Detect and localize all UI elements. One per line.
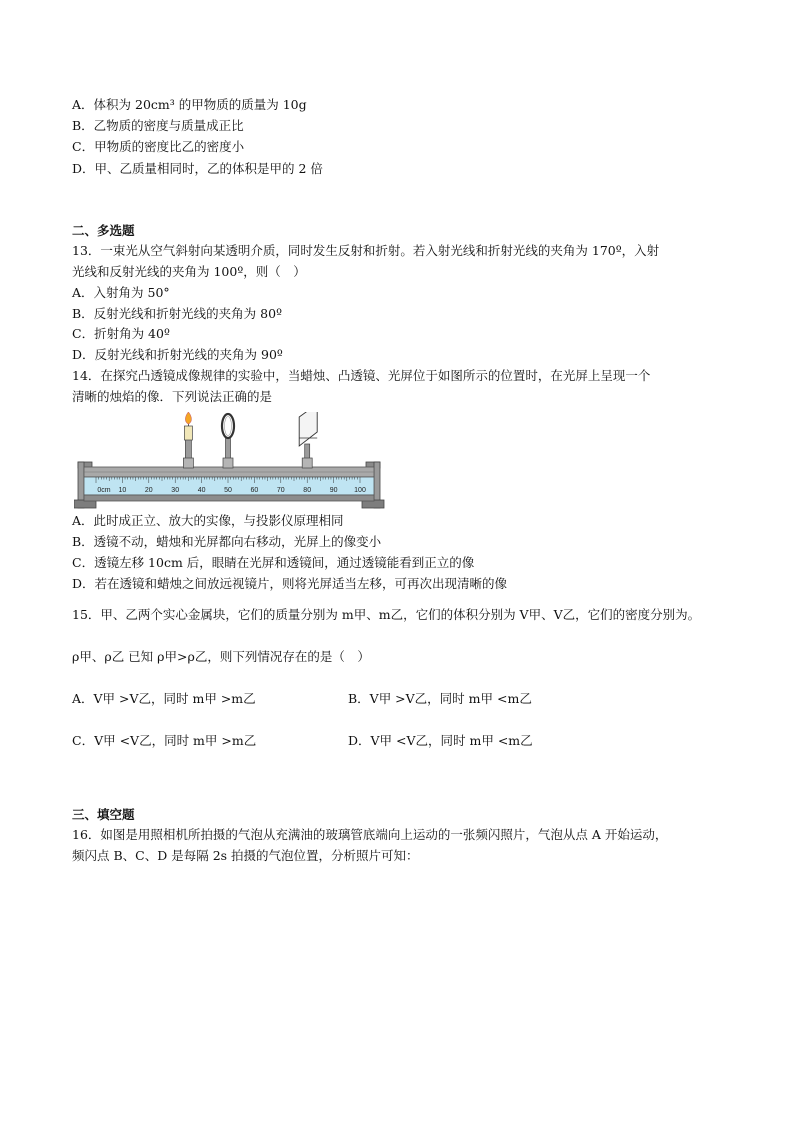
ruler-tick-label: 0cm: [97, 487, 111, 494]
q15-stem-line2: ρ甲、ρ乙 已知 ρ甲>ρ乙，则下列情况存在的是（ ）: [72, 649, 370, 664]
lens-ring: [222, 414, 234, 438]
q13-option-a: A．入射角为 50°: [72, 285, 170, 300]
light-screen-on-holder: [299, 412, 317, 468]
q14-option-d: D．若在透镜和蜡烛之间放远视镜片，则将光屏适当左移，可再次出现清晰的像: [72, 576, 508, 591]
q16-stem-line2: 频闪点 B、C、D 是每隔 2s 拍摄的气泡位置，分析照片可知：: [72, 848, 419, 863]
ruler-tick-label: 60: [250, 487, 259, 494]
rail-bottom: [84, 495, 374, 501]
q12-option-b: B．乙物质的密度与质量成正比: [72, 118, 244, 133]
ruler-tick-label: 70: [276, 487, 285, 494]
section-fill-blank-heading: 三、填空题: [72, 807, 135, 822]
q14-option-b: B．透镜不动，蜡烛和光屏都向右移动，光屏上的像变小: [72, 534, 382, 549]
ruler-tick-label: 20: [144, 487, 153, 494]
q15-option-d: D．V甲 <V乙，同时 m甲 <m乙: [348, 733, 533, 748]
ruler-tick-label: 30: [171, 487, 180, 494]
ruler-tick-label: 50: [224, 487, 232, 494]
optical-bench-figure: [74, 412, 392, 512]
q13-option-d: D．反射光线和折射光线的夹角为 90º: [72, 347, 283, 362]
q16-stem-line1: 16．如图是用照相机所拍摄的气泡从充满油的玻璃管底端向上运动的一张频闪照片，气泡从点 A 开始运动，: [72, 827, 668, 842]
q13-stem-line2: 光线和反射光线的夹角为 100º，则（ ）: [72, 264, 306, 279]
q12-option-a: A．体积为 20cm³ 的甲物质的质量为 10g: [72, 97, 307, 112]
q15-option-b: B．V甲 >V乙，同时 m甲 <m乙: [348, 691, 532, 706]
q14-option-a: A．此时成正立、放大的实像，与投影仪原理相同: [72, 513, 344, 528]
flame-icon: [185, 412, 191, 424]
q14-option-c: C．透镜左移 10cm 后，眼睛在光屏和透镜间，通过透镜能看到正立的像: [72, 555, 475, 570]
optical-bench-svg: [74, 412, 392, 512]
candle-body: [184, 426, 192, 440]
q13-stem-line1: 13．一束光从空气斜射向某透明介质，同时发生反射和折射。若入射光线和折射光线的夹角为 170º，入射: [72, 243, 660, 258]
q15-option-c: C．V甲 <V乙，同时 m甲 >m乙: [72, 733, 257, 748]
q12-option-c: C．甲物质的密度比乙的密度小: [72, 139, 245, 154]
ruler-tick-label: 40: [197, 487, 206, 494]
candle-on-holder: [183, 412, 193, 468]
ruler-tick-label: 90: [329, 487, 338, 494]
screen-panel: [299, 412, 317, 446]
q14-stem-line1: 14．在探究凸透镜成像规律的实验中，当蜡烛、凸透镜、光屏位于如图所示的位置时，在光屏上呈现一个: [72, 368, 651, 383]
ruler-tick-label: 100: [354, 487, 366, 494]
ruler-tick-label: 10: [118, 487, 127, 494]
convex-lens-on-holder: [222, 414, 234, 468]
ruler-tick-label: 80: [303, 487, 312, 494]
q15-option-a: A．V甲 >V乙，同时 m甲 >m乙: [72, 691, 256, 706]
q12-option-d: D．甲、乙质量相同时，乙的体积是甲的 2 倍: [72, 161, 323, 176]
q15-stem-line1: 15．甲、乙两个实心金属块，它们的质量分别为 m甲、m乙，它们的体积分别为 V甲、V乙，它们的密度分别为。: [72, 607, 701, 622]
q14-stem-line2: 清晰的烛焰的像．下列说法正确的是: [72, 389, 273, 404]
q13-option-b: B．反射光线和折射光线的夹角为 80º: [72, 306, 282, 321]
section-multiple-choice-heading: 二、多选题: [72, 223, 135, 238]
q13-option-c: C．折射角为 40º: [72, 326, 170, 341]
